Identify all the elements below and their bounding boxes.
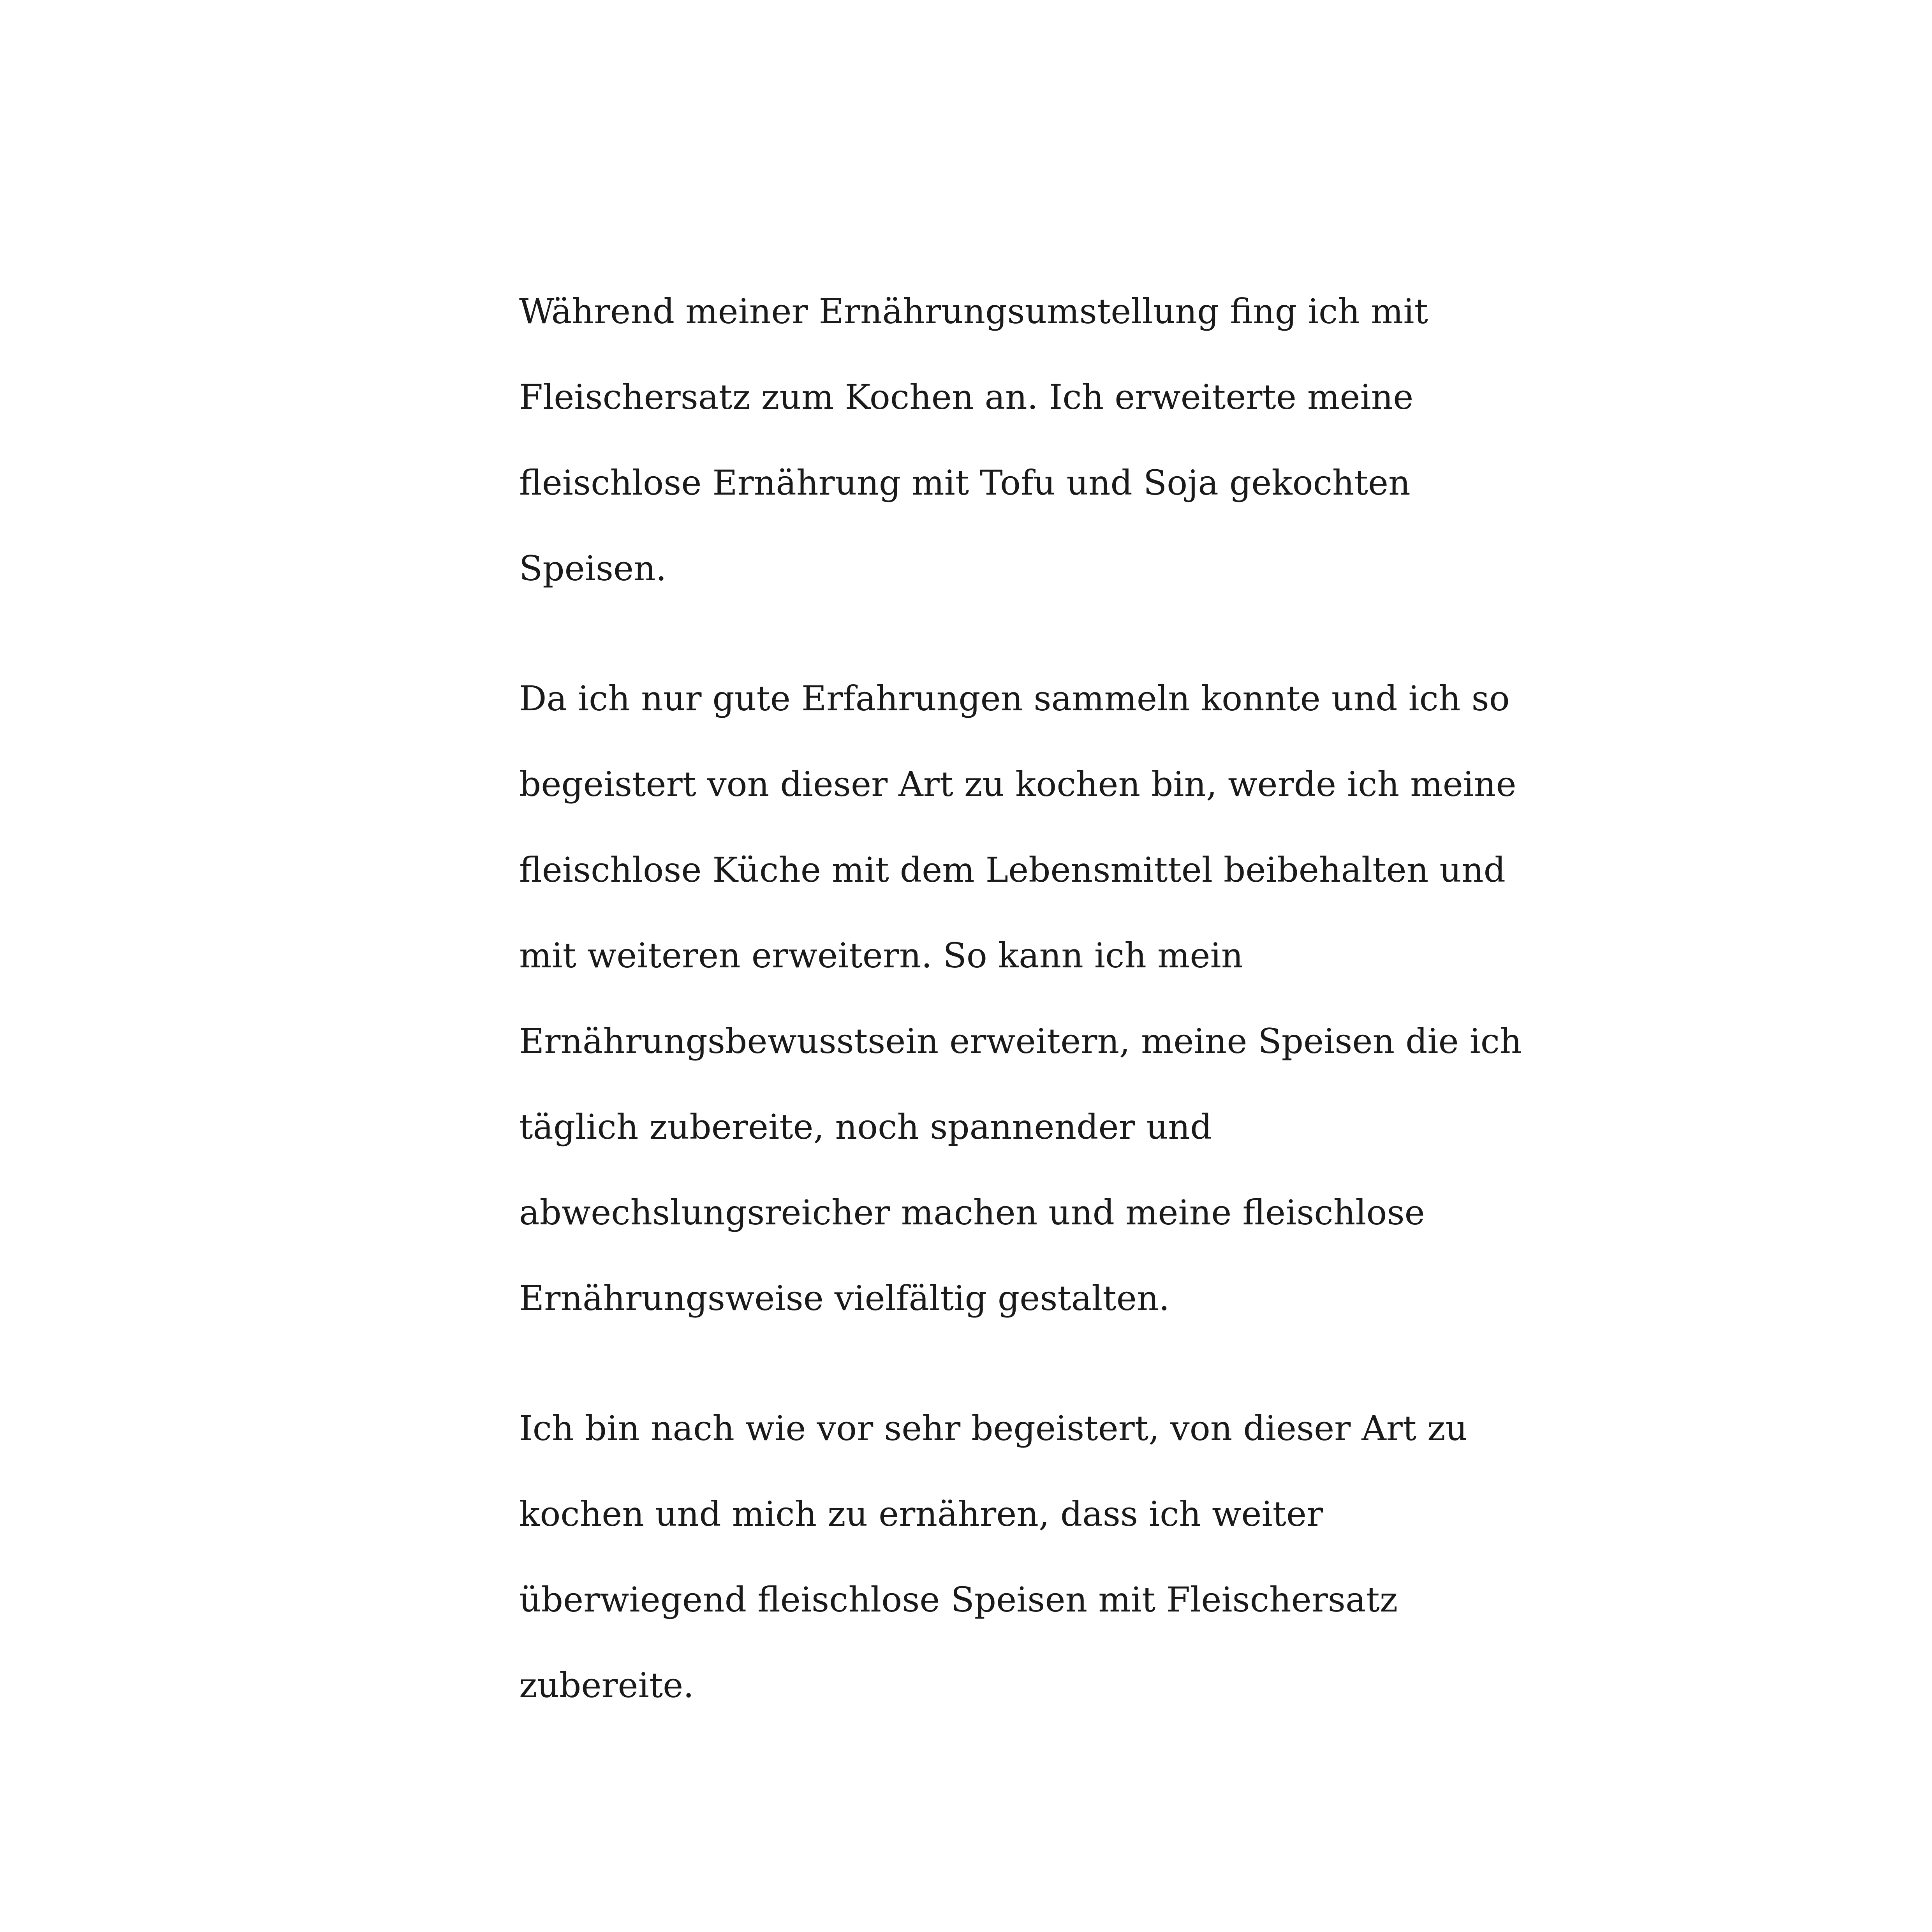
paragraph-line: Während meiner Ernährungsumstellung fing ich mit [519, 291, 1428, 331]
paragraph-line: begeistert von dieser Art zu kochen bin, werde ich meine [519, 764, 1516, 804]
paragraph-line: Ich bin nach wie vor sehr begeistert, von dieser Art zu [519, 1408, 1468, 1448]
paragraph-line: Speisen. [519, 548, 667, 588]
paragraph-line: überwiegend fleischlose Speisen mit Fleischersatz [519, 1580, 1398, 1620]
paragraph-line: kochen und mich zu ernähren, dass ich weiter [519, 1494, 1323, 1534]
paragraph-line: fleischlose Ernährung mit Tofu und Soja gekochten [519, 463, 1411, 503]
paragraph-2 [519, 656, 1522, 1341]
body-text [519, 269, 1522, 1728]
paragraph-3 [519, 1386, 1468, 1728]
paragraph-line: mit weiteren erweitern. So kann ich mein [519, 935, 1243, 976]
paragraph-line: abwechslungsreicher machen und meine fleischlose [519, 1192, 1425, 1233]
paragraph-1 [519, 269, 1446, 611]
paragraph-line: Ernährungsweise vielfältig gestalten. [519, 1278, 1170, 1318]
paragraph-line: fleischlose Küche mit dem Lebensmittel beibehalten und [519, 850, 1506, 890]
paragraph-line: Da ich nur gute Erfahrungen sammeln konnte und ich so [519, 678, 1510, 719]
paragraph-line: täglich zubereite, noch spannender und [519, 1107, 1212, 1147]
paragraph-line: zubereite. [519, 1665, 694, 1705]
paragraph-line: Fleischersatz zum Kochen an. Ich erweiterte meine [519, 377, 1414, 417]
paragraph-line: Ernährungsbewusstsein erweitern, meine Speisen die ich [519, 1021, 1522, 1061]
